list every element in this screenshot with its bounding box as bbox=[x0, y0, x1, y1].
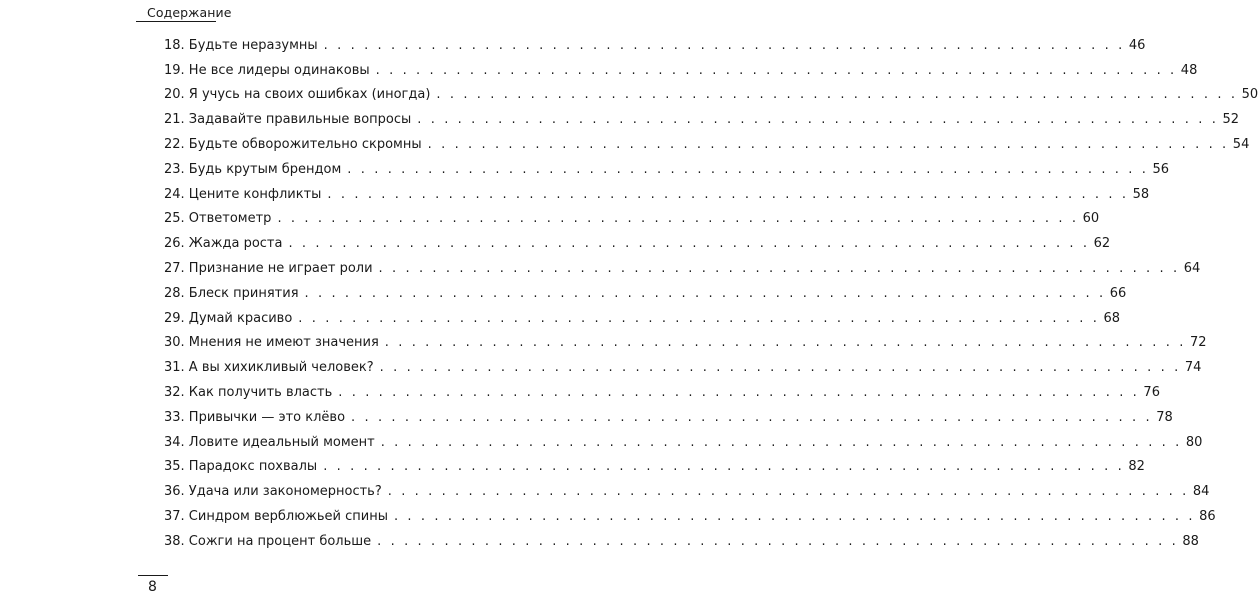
toc-entry bbox=[164, 256, 1201, 281]
dot-leader: . . . . . . . . . . . . . . . . . . . . . . . . . . . . . . . . . . . . . . . . . . . . . . . . . . . . . . . . . . . . bbox=[375, 62, 1177, 78]
footer-rule bbox=[138, 575, 168, 576]
toc-entry-page: 48 bbox=[1180, 62, 1198, 78]
toc-entry-title: 18. Будьте неразумны bbox=[164, 37, 318, 53]
dot-leader: . . . . . . . . . . . . . . . . . . . . . . . . . . . . . . . . . . . . . . . . . . . . . . . . . . . . . . . . . . . . bbox=[377, 533, 1179, 549]
toc-entry bbox=[164, 331, 1207, 356]
toc-entry-page: 64 bbox=[1183, 261, 1201, 277]
dot-leader: . . . . . . . . . . . . . . . . . . . . . . . . . . . . . . . . . . . . . . . . . . . . . . . . . . . . . . . . . . . . bbox=[323, 459, 1125, 475]
toc-entry-page: 72 bbox=[1189, 335, 1207, 351]
running-header-title: Содержание bbox=[147, 5, 232, 20]
toc-entry-page: 86 bbox=[1199, 509, 1216, 525]
toc-entry-page: 82 bbox=[1128, 459, 1145, 475]
toc-entry-title: 28. Блеск принятия bbox=[164, 285, 299, 301]
toc-entry-title: 25. Ответометр bbox=[164, 211, 272, 227]
dot-leader: . . . . . . . . . . . . . . . . . . . . . . . . . . . . . . . . . . . . . . . . . . . . . . . . . . . . . . . . . . . . bbox=[436, 87, 1238, 103]
dot-leader: . . . . . . . . . . . . . . . . . . . . . . . . . . . . . . . . . . . . . . . . . . . . . . . . . . . . . . . . . . . . bbox=[378, 261, 1180, 277]
dot-leader: . . . . . . . . . . . . . . . . . . . . . . . . . . . . . . . . . . . . . . . . . . . . . . . . . . . . . . . . . . . . bbox=[393, 509, 1196, 525]
toc-entry bbox=[164, 455, 1145, 480]
toc-entry bbox=[164, 355, 1202, 380]
dot-leader: . . . . . . . . . . . . . . . . . . . . . . . . . . . . . . . . . . . . . . . . . . . . . . . . . . . . . . . . . . . . bbox=[327, 186, 1129, 202]
toc-entry-page: 88 bbox=[1182, 533, 1199, 549]
toc-entry-title: 19. Не все лидеры одинаковы bbox=[164, 62, 370, 78]
toc-entry-title: 29. Думай красиво bbox=[164, 310, 293, 326]
toc-entry-title: 31. А вы хихикливый человек? bbox=[164, 360, 374, 376]
toc-entry-page: 84 bbox=[1192, 484, 1210, 500]
dot-leader: . . . . . . . . . . . . . . . . . . . . . . . . . . . . . . . . . . . . . . . . . . . . . . . . . . . . . . . . . . . . bbox=[298, 310, 1100, 326]
toc-entry-page: 52 bbox=[1222, 112, 1239, 128]
toc-entry bbox=[164, 207, 1100, 232]
toc-entry-page: 58 bbox=[1132, 186, 1150, 202]
dot-leader: . . . . . . . . . . . . . . . . . . . . . . . . . . . . . . . . . . . . . . . . . . . . . . . . . . . . . . . . . . . . bbox=[380, 434, 1182, 450]
toc-entry-title: 26. Жажда роста bbox=[164, 236, 283, 252]
toc-entry bbox=[164, 529, 1199, 554]
toc-entry-page: 50 bbox=[1241, 87, 1258, 103]
toc-entry bbox=[164, 306, 1120, 331]
toc-entry-page: 74 bbox=[1184, 360, 1202, 376]
toc-entry-page: 54 bbox=[1232, 137, 1250, 153]
table-of-contents bbox=[164, 33, 1258, 554]
page-number: 8 bbox=[148, 579, 157, 595]
toc-entry bbox=[164, 182, 1150, 207]
toc-entry-page: 80 bbox=[1185, 434, 1203, 450]
toc-entry-title: 23. Будь крутым брендом bbox=[164, 161, 342, 177]
toc-entry-title: 32. Как получить власть bbox=[164, 385, 333, 401]
dot-leader: . . . . . . . . . . . . . . . . . . . . . . . . . . . . . . . . . . . . . . . . . . . . . . . . . . . . . . . . . . . . bbox=[417, 112, 1219, 128]
toc-entry-page: 56 bbox=[1152, 161, 1169, 177]
toc-entry bbox=[164, 83, 1258, 108]
dot-leader: . . . . . . . . . . . . . . . . . . . . . . . . . . . . . . . . . . . . . . . . . . . . . . . . . . . . . . . . . . . . bbox=[288, 236, 1090, 252]
toc-entry-page: 60 bbox=[1082, 211, 1100, 227]
toc-entry-title: 34. Ловите идеальный момент bbox=[164, 434, 375, 450]
toc-entry bbox=[164, 33, 1146, 58]
toc-entry-title: 20. Я учусь на своих ошибках (иногда) bbox=[164, 87, 431, 103]
dot-leader: . . . . . . . . . . . . . . . . . . . . . . . . . . . . . . . . . . . . . . . . . . . . . . . . . . . . . . . . . . . . bbox=[384, 335, 1186, 351]
dot-leader: . . . . . . . . . . . . . . . . . . . . . . . . . . . . . . . . . . . . . . . . . . . . . . . . . . . . . . . . . . . . bbox=[323, 37, 1125, 53]
toc-entry-page: 62 bbox=[1093, 236, 1111, 252]
dot-leader: . . . . . . . . . . . . . . . . . . . . . . . . . . . . . . . . . . . . . . . . . . . . . . . . . . . . . . . . . . . . bbox=[379, 360, 1181, 376]
toc-entry-title: 35. Парадокс похвалы bbox=[164, 459, 318, 475]
toc-entry-title: 38. Сожги на процент больше bbox=[164, 533, 372, 549]
toc-entry-title: 22. Будьте обворожительно скромны bbox=[164, 137, 422, 153]
toc-entry bbox=[164, 479, 1210, 504]
dot-leader: . . . . . . . . . . . . . . . . . . . . . . . . . . . . . . . . . . . . . . . . . . . . . . . . . . . . . . . . . . . . bbox=[277, 211, 1079, 227]
running-header bbox=[136, 4, 232, 22]
toc-entry-page: 46 bbox=[1128, 37, 1146, 53]
toc-entry-title: 36. Удача или закономерность? bbox=[164, 484, 382, 500]
dot-leader: . . . . . . . . . . . . . . . . . . . . . . . . . . . . . . . . . . . . . . . . . . . . . . . . . . . . . . . . . . . . bbox=[347, 161, 1149, 177]
toc-entry-page: 66 bbox=[1109, 285, 1127, 301]
toc-entry bbox=[164, 132, 1250, 157]
dot-leader: . . . . . . . . . . . . . . . . . . . . . . . . . . . . . . . . . . . . . . . . . . . . . . . . . . . . . . . . . . . . bbox=[387, 484, 1189, 500]
toc-entry bbox=[164, 380, 1160, 405]
toc-entry-title: 30. Мнения не имеют значения bbox=[164, 335, 379, 351]
toc-entry-page: 78 bbox=[1156, 409, 1173, 425]
toc-entry bbox=[164, 281, 1127, 306]
toc-entry-title: 37. Синдром верблюжьей спины bbox=[164, 509, 388, 525]
toc-entry-title: 24. Цените конфликты bbox=[164, 186, 322, 202]
toc-entry bbox=[164, 405, 1173, 430]
toc-entry-title: 27. Признание не играет роли bbox=[164, 261, 373, 277]
toc-entry-title: 33. Привычки — это клёво bbox=[164, 409, 346, 425]
toc-entry bbox=[164, 231, 1111, 256]
toc-entry bbox=[164, 107, 1239, 132]
dot-leader: . . . . . . . . . . . . . . . . . . . . . . . . . . . . . . . . . . . . . . . . . . . . . . . . . . . . . . . . . . . . bbox=[304, 285, 1106, 301]
toc-entry bbox=[164, 430, 1203, 455]
toc-entry-title: 21. Задавайте правильные вопросы bbox=[164, 112, 412, 128]
toc-entry bbox=[164, 58, 1198, 83]
dot-leader: . . . . . . . . . . . . . . . . . . . . . . . . . . . . . . . . . . . . . . . . . . . . . . . . . . . . . . . . . . . . bbox=[351, 409, 1153, 425]
toc-entry bbox=[164, 504, 1216, 529]
dot-leader: . . . . . . . . . . . . . . . . . . . . . . . . . . . . . . . . . . . . . . . . . . . . . . . . . . . . . . . . . . . . bbox=[427, 137, 1229, 153]
toc-entry-page: 68 bbox=[1103, 310, 1120, 326]
toc-entry-page: 76 bbox=[1143, 385, 1160, 401]
toc-entry bbox=[164, 157, 1169, 182]
dot-leader: . . . . . . . . . . . . . . . . . . . . . . . . . . . . . . . . . . . . . . . . . . . . . . . . . . . . . . . . . . . . bbox=[338, 385, 1140, 401]
